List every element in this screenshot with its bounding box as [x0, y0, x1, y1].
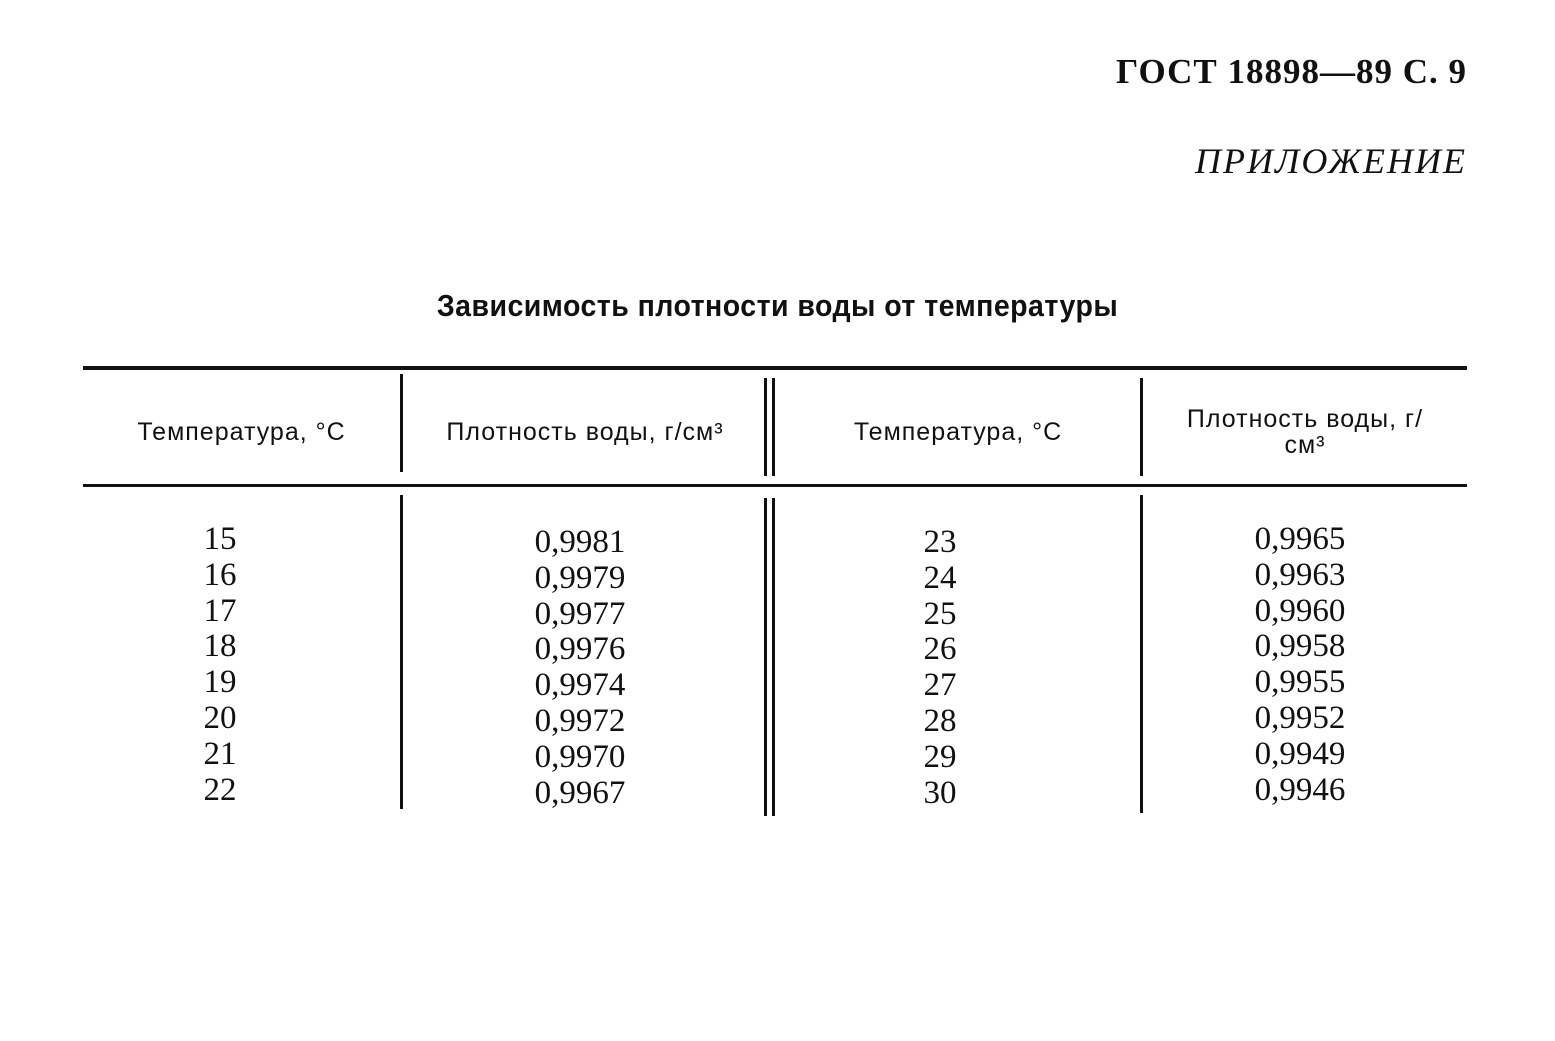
temperature-column	[840, 525, 1040, 811]
column-divider	[400, 374, 403, 472]
temperature-cell: 29	[923, 738, 957, 775]
temperature-cell: 15	[203, 521, 237, 557]
temperature-cell: 21	[203, 735, 237, 772]
temperature-cell: 22	[203, 771, 237, 808]
temperature-cell: 20	[203, 699, 237, 736]
temperature-cell: 25	[923, 595, 957, 632]
column-divider	[1140, 378, 1143, 476]
density-cell: 0,9976	[534, 631, 626, 668]
density-cell: 0,9963	[1254, 556, 1346, 593]
density-cell: 0,9979	[534, 559, 626, 596]
temperature-cell: 23	[923, 524, 957, 560]
density-cell: 0,9967	[534, 774, 626, 811]
density-column	[480, 525, 680, 811]
temperature-cell: 26	[923, 631, 957, 668]
density-cell: 0,9977	[534, 595, 626, 632]
density-cell: 0,9970	[534, 738, 626, 775]
density-cell: 0,9965	[1254, 521, 1346, 557]
temperature-cell: 18	[203, 628, 237, 665]
density-cell: 0,9952	[1254, 699, 1346, 736]
header-temperature: Температура, °С	[137, 418, 346, 446]
density-cell: 0,9949	[1254, 735, 1346, 772]
table-top-rule	[83, 366, 1467, 370]
header-rule	[83, 484, 1467, 487]
column-divider	[764, 498, 767, 816]
appendix-label: ПРИЛОЖЕНИЕ	[1195, 141, 1467, 181]
column-divider	[772, 378, 775, 476]
temperature-cell: 28	[923, 702, 957, 739]
temperature-cell: 16	[203, 556, 237, 593]
density-cell: 0,9972	[534, 702, 626, 739]
column-divider	[764, 378, 767, 476]
header-density: Плотность воды, г/см³	[446, 418, 724, 446]
table-title: Зависимость плотности воды от температуры	[436, 288, 1119, 323]
column-divider	[400, 495, 403, 809]
temperature-cell: 30	[923, 774, 957, 811]
density-cell: 0,9960	[1254, 592, 1346, 629]
document-code: ГОСТ 18898—89 С. 9	[1116, 52, 1467, 91]
column-divider	[1140, 495, 1143, 813]
header-density: Плотность воды, г/см³	[1186, 405, 1424, 459]
column-divider	[772, 498, 775, 816]
temperature-cell: 17	[203, 592, 237, 629]
density-cell: 0,9958	[1254, 628, 1346, 665]
density-cell: 0,9955	[1254, 664, 1346, 701]
temperature-cell: 19	[203, 664, 237, 701]
density-cell: 0,9981	[534, 524, 626, 560]
temperature-column	[120, 522, 320, 808]
density-column	[1200, 522, 1400, 808]
density-cell: 0,9946	[1254, 771, 1346, 808]
temperature-cell: 24	[923, 559, 957, 596]
density-cell: 0,9974	[534, 667, 626, 704]
header-temperature: Температура, °С	[853, 418, 1063, 446]
temperature-cell: 27	[923, 667, 957, 704]
